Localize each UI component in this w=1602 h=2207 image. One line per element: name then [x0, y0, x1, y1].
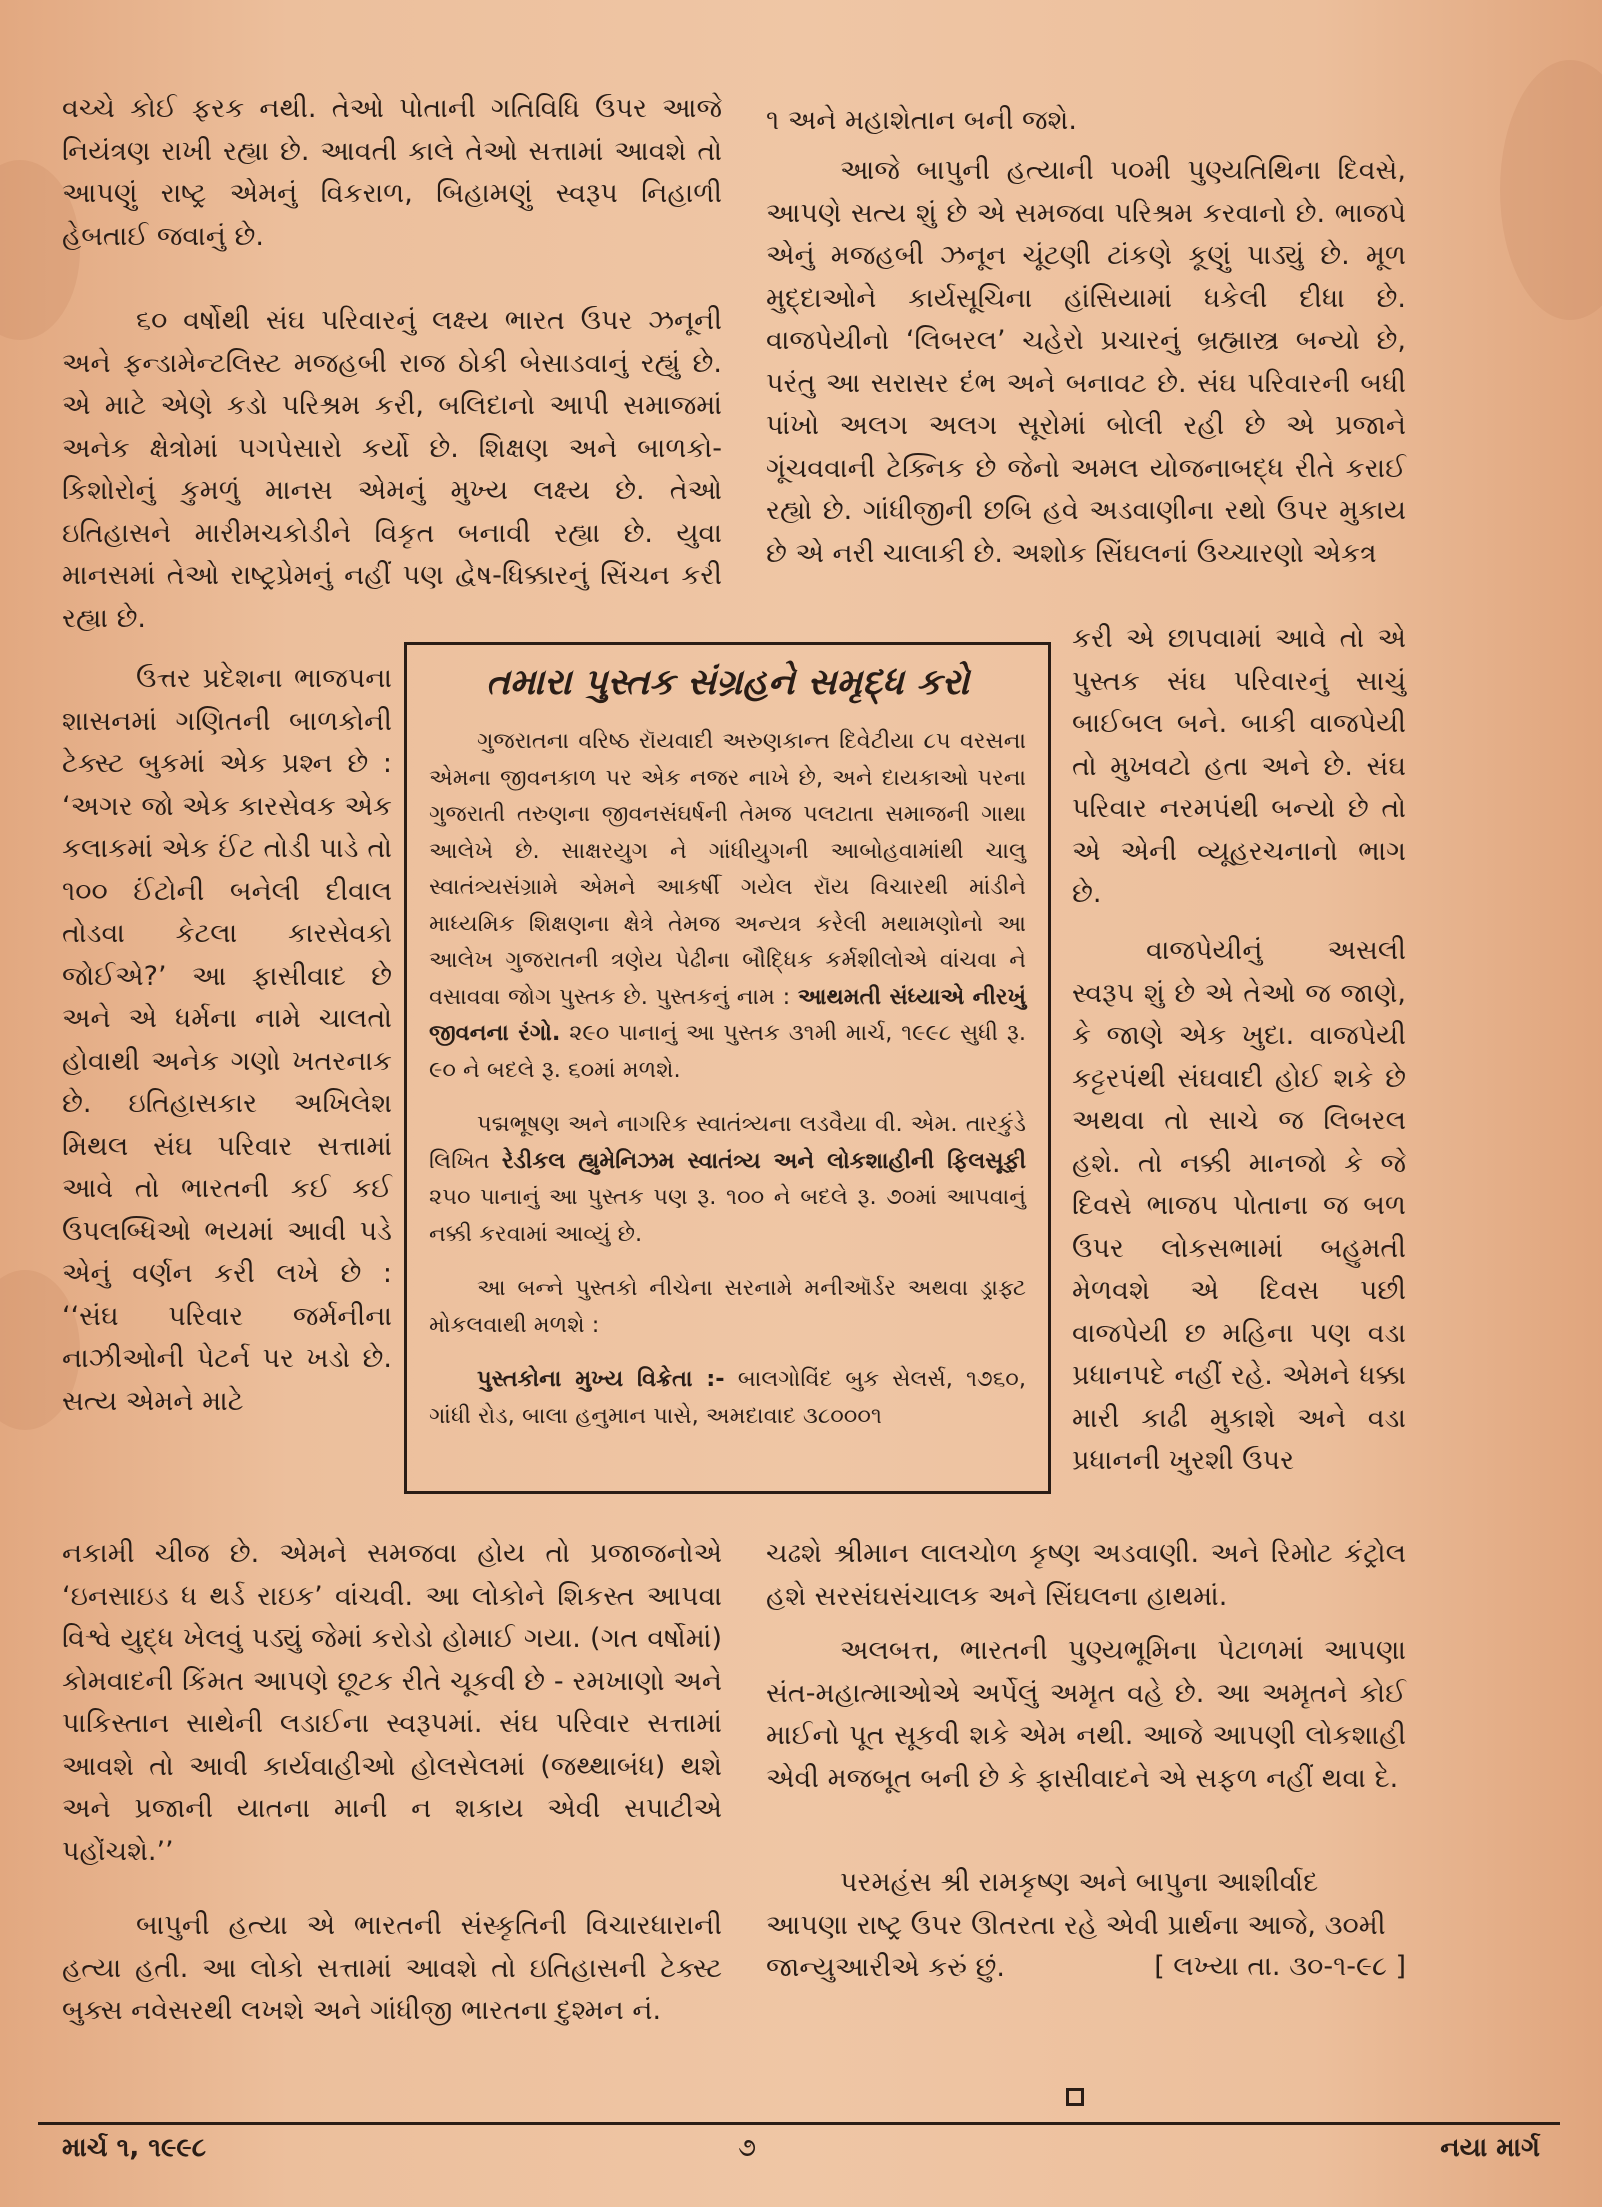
right-paragraph-7: પરમહંસ શ્રી રામકૃષ્ણ અને બાપુના આશીર્વાદ આપણા રાષ્ટ્ર ઉપર ઊતરતા રહે એવી પ્રાર્થના આજે, ૩૦મી જાન્યુઆરીએ કરું છું. — [766, 1867, 1386, 1983]
left-paragraph-2: ૬૦ વર્ષોથી સંઘ પરિવારનું લક્ષ્ય ભારત ઉપર ઝનૂની અને ફન્ડામેન્ટલિસ્ટ મજહબી રાજ ઠોકી બેસાડવાનું રહ્યું છે. એ માટે એણે કડો પરિશ્રમ કરી, બલિદાનો આપી સમાજમાં અનેક ક્ષેત્રોમાં પગપેસારો કર્યો છે. શિક્ષણ અને બાળકો-કિશોરોનું કુમળું માનસ એમનું મુખ્ય લક્ષ્ય છે. તેઓ ઇતિહાસને મારીમચકોડીને વિકૃત બનાવી રહ્યા છે. યુવા માનસમાં તેઓ રાષ્ટ્રપ્રેમનું નહીં પણ દ્વેષ-ધિક્કારનું સિંચન કરી રહ્યા છે. — [62, 305, 722, 634]
footer-rule — [38, 2122, 1560, 2125]
article-dateline: [ લખ્યા તા. ૩૦-૧-૯૮ ] — [1154, 1951, 1406, 1982]
box-title: તમારા પુસ્તક સંગ્રહને સમૃદ્ધ કરો — [485, 662, 970, 703]
box-p1-text: ગુજરાતના વરિષ્ઠ રૉયવાદી અરુણકાન્ત દિવેટીયા ૮૫ વરસના એમના જીવનકાળ પર એક નજર નાખે છે, અને દાયકાઓ પરના ગુજરાતી તરુણના જીવનસંઘર્ષની તેમજ પલટાતા સમાજની ગાથા આલેખે છે. સાક્ષરયુગ ને ગાંધીયુગની આબોહવામાંથી ચાલુ સ્વાતંત્ર્યસંગ્રામે એમને આકર્ષી ગયેલ રૉય વિચારથી માંડીને માધ્યમિક શિક્ષણના ક્ષેત્રે તેમજ અન્યત્ર કરેલી મથામણોનો આ આલેખ ગુજરાતની ત્રણેય પેઢીના બૌદ્ધિક કર્મશીલોએ વાંચવા ને વસાવવા જોગ પુસ્તક છે. પુસ્તકનું નામ : — [429, 728, 1026, 1010]
book-announcement-box — [404, 642, 1051, 1494]
footer-page-number: ૭ — [738, 2133, 757, 2163]
end-mark-icon — [1066, 2088, 1084, 2106]
left-paragraph-1: વચ્ચે કોઈ ફરક નથી. તેઓ પોતાની ગતિવિધિ ઉપર આજે નિયંત્રણ રાખી રહ્યા છે. આવતી કાલે તેઓ સત્તામાં આવશે તો આપણું રાષ્ટ્ર એમનું વિકરાળ, બિહામણું સ્વરૂપ નિહાળી હેબતાઈ જવાનું છે. — [62, 93, 722, 252]
book-title-2: રેડીકલ હ્યુમેનિઝમ સ્વાતંત્ર્ય અને લોકશાહીની ફિલસૂફી — [501, 1147, 1027, 1174]
paper-stain — [1500, 60, 1602, 320]
left-paragraph-5: બાપુની હત્યા એ ભારતની સંસ્કૃતિની વિચારધારાની હત્યા હતી. આ લોકો સત્તામાં આવશે તો ઇતિહાસની ટેક્સ્ટ બુક્સ નવેસરથી લખશે અને ગાંધીજી ભારતના દુશ્મન નં. — [62, 1910, 722, 2026]
left-paragraph-3: ઉત્તર પ્રદેશના ભાજપના શાસનમાં ગણિતની બાળકોની ટેક્સ્ટ બુકમાં એક પ્રશ્ન છે : ‘અગર જો એક કારસેવક એક કલાકમાં એક ઈંટ તોડી પાડે તો ૧૦૦ ઈંટોની બનેલી દીવાલ તોડવા કેટલા કારસેવકો જોઈએ?’ આ ફાસીવાદ છે અને એ ધર્મના નામે ચાલતો હોવાથી અનેક ગણો ખતરનાક છે. ઇતિહાસકાર અખિલેશ મિથલ સંઘ પરિવાર સત્તામાં આવે તો ભારતની કઈ કઈ ઉપલબ્ધિઓ ભયમાં આવી પડે એનું વર્ણન કરી લખે છે : ‘‘સંઘ પરિવાર જર્મનીના નાઝીઓની પેટર્ન પર ખડો છે. સત્ય એમને માટે — [62, 663, 392, 1417]
left-paragraph-4: નકામી ચીજ છે. એમને સમજવા હોય તો પ્રજાજનોએ ‘ઇનસાઇડ ધ થર્ડ રાઇક’ વાંચવી. આ લોકોને શિકસ્ત આપવા વિશ્વે યુદ્ધ ખેલવું પડ્યું જેમાં કરોડો હોમાઈ ગયા. (ગત વર્ષોમાં) કોમવાદની કિંમત આપણે છૂટક રીતે ચૂકવી છે - રમખાણો અને પાકિસ્તાન સાથેની લડાઈના સ્વરૂપમાં. સંઘ પરિવાર સત્તામાં આવશે તો આવી કાર્યવાહીઓ હોલસેલમાં (જથ્થાબંધ) થશે અને પ્રજાની યાતના માની ન શકાય એવી સપાટીએ પહોંચશે.’’ — [62, 1538, 722, 1867]
box-p1-tail: ૨૯૦ પાનાનું આ પુસ્તક ૩૧મી માર્ચ, ૧૯૯૮ સુધી રૂ. ૯૦ ને બદલે રૂ. ૬૦માં મળશે. — [429, 1020, 1027, 1083]
footer-date: માર્ચ ૧, ૧૯૯૮ — [62, 2133, 207, 2163]
right-paragraph-1: ૧ અને મહાશેતાન બની જશે. — [766, 105, 1077, 136]
footer-publication: નયા માર્ગ — [1440, 2133, 1540, 2163]
right-paragraph-4: વાજપેયીનું અસલી સ્વરૂપ શું છે એ તેઓ જ જાણે, કે જાણે એક ખુદા. વાજપેયી કટ્ટરપંથી સંઘવાદી હોઈ શકે છે અથવા તો સાચે જ લિબરલ હશે. તો નક્કી માનજો કે જે દિવસે ભાજપ પોતાના જ બળ ઉપર લોકસભામાં બહુમતી મેળવશે એ દિવસ પછી વાજપેયી છ મહિના પણ વડા પ્રધાનપદે નહીં રહે. એમને ધક્કા મારી કાઢી મુકાશે અને વડા પ્રધાનની ખુરશી ઉપર — [1072, 935, 1406, 1476]
seller-address: બાલગોવિંદ બુક સેલર્સ, ૧૭૬૦, ગાંધી રોડ, બાલા હનુમાન પાસે, અમદાવાદ ૩૮૦૦૦૧ — [429, 1366, 1026, 1429]
right-paragraph-3: કરી એ છાપવામાં આવે તો એ પુસ્તક સંઘ પરિવારનું સાચું બાઈબલ બને. બાકી વાજપેયી તો મુખવટો હતા અને છે. સંઘ પરિવાર નરમપંથી બન્યો છે તો એ એની વ્યૂહરચનાનો ભાગ છે. — [1072, 623, 1406, 909]
book-title-1: આથમતી સંધ્યાએ નીરખું જીવનના રંગો. — [429, 983, 1027, 1046]
box-p2-head: પદ્મભૂષણ અને નાગરિક સ્વાતંત્ર્યના લડવૈયા વી. એમ. તારકુંડે લિખિત — [429, 1111, 1026, 1174]
box-paragraph-3: આ બન્ને પુસ્તકો નીચેના સરનામે મનીઑર્ડર અથવા ડ્રાફ્ટ મોકલવાથી મળશે : — [429, 1275, 1026, 1338]
box-paragraph-2 — [429, 1106, 1026, 1252]
right-paragraph-5: ચઢશે શ્રીમાન લાલચોળ કૃષ્ણ અડવાણી. અને રિમોટ કંટ્રોલ હશે સરસંઘસંચાલક અને સિંઘલના હાથમાં. — [766, 1538, 1406, 1612]
seller-label: પુસ્તકોના મુખ્ય વિક્રેતા :- — [477, 1366, 725, 1392]
right-paragraph-6: અલબત્ત, ભારતની પુણ્યભૂમિના પેટાળમાં આપણા સંત-મહાત્માઓએ અર્પેલું અમૃત વહે છે. આ અમૃતને કોઈ માઈનો પૂત સૂકવી શકે એમ નથી. આજે આપણી લોકશાહી એવી મજબૂત બની છે કે ફાસીવાદને એ સફળ નહીં થવા દે. — [766, 1635, 1406, 1794]
box-p2-tail: ૨૫૦ પાનાનું આ પુસ્તક પણ રૂ. ૧૦૦ ને બદલે રૂ. ૭૦માં આપવાનું નક્કી કરવામાં આવ્યું છે. — [429, 1184, 1026, 1247]
box-paragraph-4 — [429, 1361, 1026, 1434]
box-paragraph-1 — [429, 723, 1026, 1088]
right-paragraph-2: આજે બાપુની હત્યાની ૫૦મી પુણ્યતિથિના દિવસે, આપણે સત્ય શું છે એ સમજવા પરિશ્રમ કરવાનો છે. ભાજપે એનું મજહબી ઝનૂન ચૂંટણી ટાંકણે કૂણું પાડ્યું છે. મૂળ મુદ્દાઓને કાર્યસૂચિના હાંસિયામાં ધકેલી દીધા છે. વાજપેયીનો ‘લિબરલ’ ચહેરો પ્રચારનું બ્રહ્માસ્ત્ર બન્યો છે, પરંતુ આ સરાસર દંભ અને બનાવટ છે. સંઘ પરિવારની બધી પાંખો અલગ અલગ સૂરોમાં બોલી રહી છે એ પ્રજાને ગૂંચવવાની ટેક્નિક છે જેનો અમલ યોજનાબદ્ધ રીતે કરાઈ રહ્યો છે. ગાંધીજીની છબિ હવે અડવાણીના રથો ઉપર મુકાય છે એ નરી ચાલાકી છે. અશોક સિંઘલનાં ઉચ્ચારણો એકત્ર — [766, 155, 1406, 569]
